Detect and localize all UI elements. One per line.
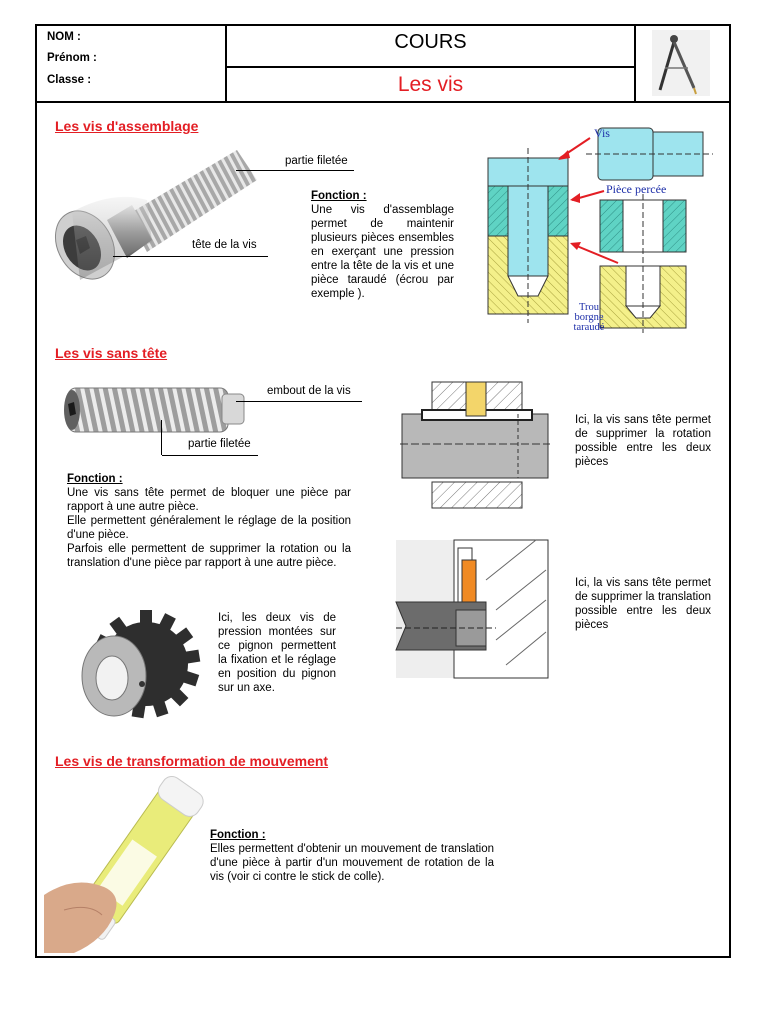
rotation-text: Ici, la vis sans tête permet de supprimer la rotation possible entre les deux pièces: [575, 414, 711, 468]
compass-drawing-icon: [652, 30, 710, 96]
glue-stick-image: [44, 775, 209, 955]
fonction-p2: Elle permettent généralement le réglage de la position d'une pièce.: [67, 515, 351, 541]
trou-line-3: taraudé: [573, 322, 605, 333]
diagram-label-vis: Vis: [594, 126, 610, 140]
label-partie-filetee-2: partie filetée: [188, 438, 251, 450]
classe-label: Classe :: [47, 74, 92, 86]
section-title-assemblage: Les vis d'assemblage: [55, 118, 199, 134]
leader-thread-1: [236, 170, 354, 171]
set-screw-translation-diagram: [396, 540, 548, 678]
fonction-label-2: Fonction :: [67, 473, 123, 485]
translation-text: Ici, la vis sans tête permet de supprimer la translation possible entre les deux pièces: [575, 577, 711, 631]
label-tete-vis: tête de la vis: [192, 239, 257, 251]
leader-thread-2: [162, 455, 258, 456]
trou-line-2: borgne: [574, 312, 604, 323]
fonction-p3: Parfois elle permettent de supprimer la rotation ou la translation d'une pièce par rapport à une autre pièce.: [67, 543, 351, 569]
set-screw-image: [60, 380, 250, 442]
pignon-text: Ici, les deux vis de pression montées sur ce pignon permettent la fixation et le réglage en position du pignon sur un axe.: [218, 612, 336, 694]
leader-head: [113, 256, 268, 257]
header-divider-right: [634, 24, 636, 103]
label-embout: embout de la vis: [267, 385, 351, 397]
fonction-label-1: Fonction :: [311, 190, 367, 202]
leader-tip: [236, 401, 362, 402]
sprocket-image: [78, 612, 203, 724]
trou-line-1: Trou: [578, 302, 600, 313]
page-title: COURS: [394, 31, 467, 53]
fonction-p1: Une vis sans tête permet de bloquer une pièce par rapport à une autre pièce.: [67, 487, 351, 513]
header-bottom-line: [35, 101, 731, 103]
label-partie-filetee-1: partie filetée: [285, 155, 348, 167]
diagram-label-trou: [570, 303, 608, 333]
fonction-text-1: Une vis d'assemblage permet de maintenir plusieurs pièces ensembles en exerçant une pression entre la tête de la vis et une pièce taraudé (écrou par exemple ).: [311, 204, 454, 300]
section-title-transformation: Les vis de transformation de mouvement: [55, 753, 329, 769]
page-subtitle: Les vis: [397, 73, 464, 96]
header-title-divider: [225, 66, 636, 68]
set-screw-rotation-diagram: [400, 378, 550, 510]
fonction-block-2: [67, 486, 351, 570]
prenom-label: Prénom :: [47, 52, 97, 64]
fonction-text-3: Elles permettent d'obtenir un mouvement de translation d'une pièce à partir d'un mouvement de rotation de la vis (voir ci contre le stick de colle).: [210, 843, 494, 883]
diagram-label-piece-percee: Pièce percée: [606, 182, 667, 196]
fonction-label-3: Fonction :: [210, 829, 266, 841]
nom-label: NOM :: [47, 31, 81, 43]
section-title-sans-tete: Les vis sans tête: [55, 345, 168, 361]
cap-screw-image: [52, 140, 267, 285]
leader-thread-2-vertical: [161, 420, 162, 455]
